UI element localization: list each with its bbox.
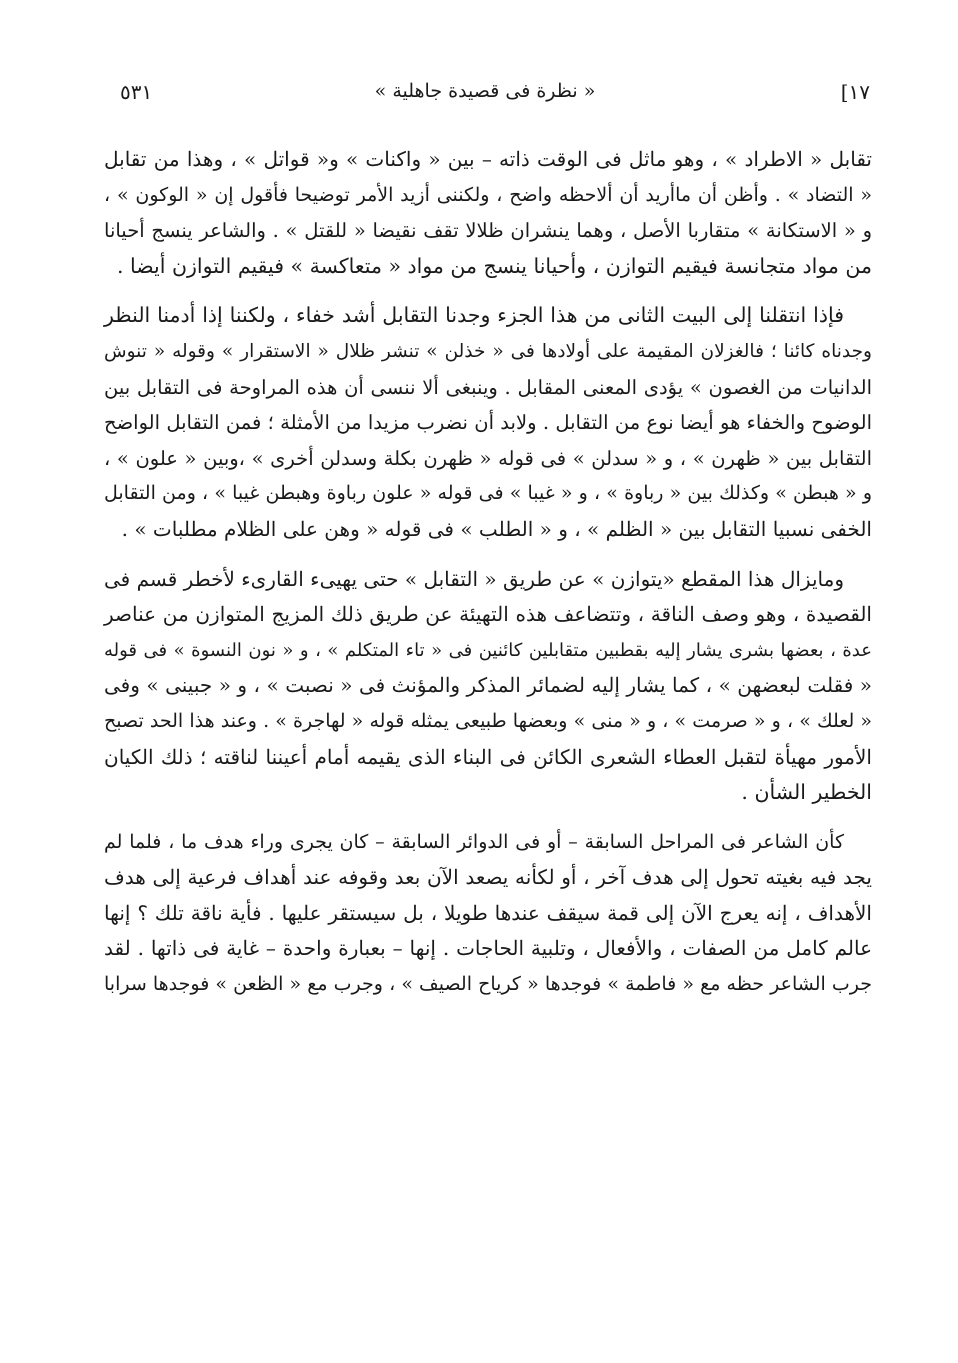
paragraph-4 bbox=[104, 825, 872, 1003]
text-line: التقابل بين « ظهرن » ، و « سدلن » فى قوله « ظهرن بكلة وسدلن أخرى » ،وبين « علون » ، bbox=[104, 446, 872, 470]
text-line: الوضوح والخفاء هو أيضا نوع من التقابل . ولابد أن نضرب مزيدا من الأمثلة ؛ فمن التقابل الواضح bbox=[104, 411, 872, 435]
text-line: من مواد متجانسة فيقيم التوازن ، وأحيانا ينسج من مواد « متعاكسة » فيقيم التوازن أيضا . bbox=[116, 253, 872, 278]
text-line: « التضاد » . وأظن أن ماأريد أن ألاحظه واضح ، ولكننى أزيد الأمر توضيحا فأقول إن « الوكون » ، bbox=[104, 183, 872, 206]
text-line: القصيدة ، وهو وصف الناقة ، وتتضاعف هذه التهيئة عن طريق ذلك المزيج المتوازن من عناصر bbox=[104, 602, 872, 627]
text-line: عالم كامل من الصفات ، والأفعال ، وتلبية الحاجات . إنها – بعبارة واحدة – غاية فى ذاتها . لقد bbox=[104, 936, 872, 961]
text-line: فإذا انتقلنا إلى البيت الثانى من هذا الجزء وجدنا التقابل أشد خفاء ، ولكننا إذا أدمنا النظر bbox=[104, 303, 844, 328]
text-line: الدانيات من الغصون » يؤدى المعنى المقابل . وينبغى ألا ننسى أن هذه المراوحة فى التقابل بين bbox=[104, 375, 872, 399]
text-line: يجد فيه بغيته تحول إلى هدف آخر ، أو لكأنه يصعد الآن بعد وقوفه عند أهداف فرعية إلى هدف bbox=[104, 865, 872, 890]
text-line: و « هبطن » وكذلك بين « رباوة » ، و « غيبا » فى قوله « علون رباوة وهبطن غيبا » ، ومن التقابل bbox=[104, 482, 872, 505]
running-title: « نظرة فى قصيدة جاهلية » bbox=[374, 80, 596, 102]
text-line: « فقلت لبعضهن » ، كما يشار إليه لضمائر المذكر والمؤنث فى « نصبت » ، و « جبينى » وفى bbox=[104, 673, 872, 698]
text-line: الخطير الشأن . bbox=[741, 780, 872, 805]
paragraph-2 bbox=[104, 298, 872, 547]
paragraph-3 bbox=[104, 562, 872, 811]
text-line: ومايزال هذا المقطع «يتوازن » عن طريق « التقابل » حتى يهيىء القارىء لأخطر قسم فى bbox=[104, 566, 844, 591]
body-text bbox=[104, 142, 872, 1017]
issue-number: [١٧ bbox=[840, 80, 870, 104]
text-line: جرب الشاعر حظه مع « فاطمة » فوجدها « كرياح الصيف » ، وجرب مع « الظعن » فوجدها سرابا bbox=[104, 973, 872, 996]
page-header bbox=[100, 76, 870, 110]
text-line: الأهداف ، إنه يعرج الآن إلى قمة سيقف عندها طويلا ، بل سيستقر عليها . فأية ناقة تلك ؟ إنها bbox=[104, 900, 872, 925]
text-line: عدة ، بعضها بشرى يشار إليه بقطبين متقابلين كائنين فى « تاء المتكلم » ، و « نون النسوة » فى قوله bbox=[104, 639, 872, 661]
text-line: الخفى نسبيا التقابل بين « الظلم » ، و « الطلب » فى قوله « وهن على الظلام مطلبات » . bbox=[121, 516, 872, 541]
text-line: الأمور مهيأة لتقبل العطاء الشعرى الكائن فى البناء الذى يقيمه أمام أعيننا لناقته ؛ ذلك الكيان bbox=[104, 744, 872, 769]
text-line: تقابل « الاطراد » ، وهو ماثل فى الوقت ذاته – بين « واكنات » و« قواتل » ، وهذا من تقابل bbox=[104, 147, 872, 171]
paragraph-1 bbox=[104, 142, 872, 284]
page-number: ٥٣١ bbox=[120, 80, 153, 104]
text-line: كأن الشاعر فى المراحل السابقة – أو فى الدوائر السابقة – كان يجرى وراء هدف ما ، فلما لم bbox=[104, 830, 844, 853]
text-line: « لعلك » ، و « صرمت » ، و « منى » وبعضها طبيعى يمثله قوله « لهاجرة » . وعند هذا الحد تصبح bbox=[104, 709, 872, 732]
text-line: و « الاستكانة » متقاربا الأصل ، وهما ينشران ظلالا تقف نقيضا « للقتل » . والشاعر ينسج أحيانا bbox=[104, 219, 872, 243]
text-line: وجدناه كائنا ؛ فالغزلان المقيمة على أولادها فى « خذلن » تنشر ظلال « الاستقرار » وقوله « تنوش bbox=[104, 340, 872, 362]
